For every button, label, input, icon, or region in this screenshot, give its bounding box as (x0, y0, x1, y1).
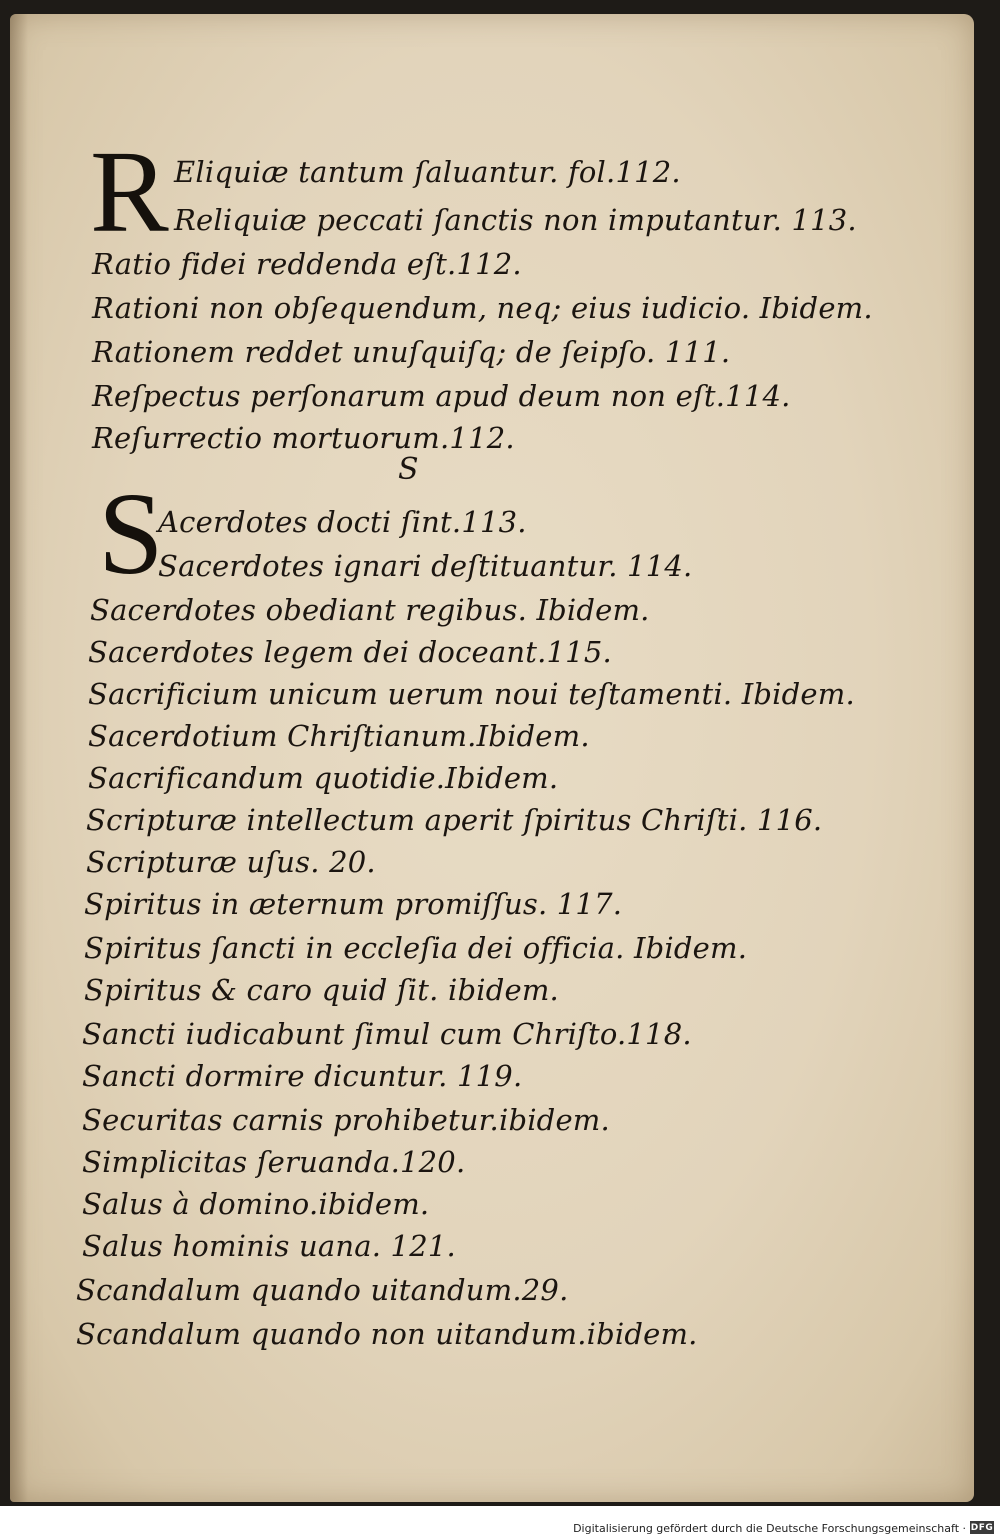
section-heading-s: S (398, 452, 419, 487)
index-entry: Sacrificium unicum uerum noui teſtamenti. Ibidem. (88, 677, 855, 711)
index-entry: Rationi non obſequendum, neq; eius iudicio. Ibidem. (92, 291, 873, 325)
index-entry: Reliquiæ peccati ſanctis non imputantur. 113. (174, 203, 857, 237)
index-entry: Scandalum quando uitandum.29. (76, 1273, 569, 1307)
index-entry: Sacerdotes legem dei doceant.115. (88, 635, 612, 669)
index-entry: Sacerdotes obediant regibus. Ibidem. (90, 593, 650, 627)
index-entry: Sacerdotes ignari deſtituantur. 114. (158, 549, 693, 583)
index-entry: Scandalum quando non uitandum.ibidem. (76, 1317, 698, 1351)
index-entry: Salus hominis uana. 121. (82, 1229, 456, 1263)
drop-capital-s: S (98, 468, 164, 599)
index-entry: Sancti dormire dicuntur. 119. (82, 1059, 523, 1093)
index-entry: Salus à domino.ibidem. (82, 1187, 430, 1221)
drop-capital-r: R (90, 126, 169, 257)
index-entry: Sacerdotium Chriſtianum.Ibidem. (88, 719, 590, 753)
index-entry: Spiritus ſancti in eccleſia dei officia. Ibidem. (84, 931, 748, 965)
digitization-credit: Digitalisierung gefördert durch die Deutsche Forschungsgemeinschaft · (573, 1522, 966, 1535)
index-entry: Scripturæ intellectum aperit ſpiritus Chriſti. 116. (86, 803, 823, 837)
index-entry: Simplicitas ſeruanda.120. (82, 1145, 466, 1179)
index-entry: Sancti iudicabunt ſimul cum Chriſto.118. (82, 1017, 692, 1051)
index-entry: Scripturæ uſus. 20. (86, 845, 376, 879)
index-entry: Reſurrectio mortuorum.112. (92, 421, 515, 455)
index-entry: Spiritus & caro quid ſit. ibidem. (84, 973, 559, 1007)
dfg-logo-icon: DFG (970, 1522, 994, 1533)
index-entry: Securitas carnis prohibetur.ibidem. (82, 1103, 610, 1137)
index-entry: Reſpectus perſonarum apud deum non eſt.114. (92, 379, 791, 413)
index-entry: Spiritus in æternum promiſſus. 117. (84, 887, 623, 921)
index-entry: Sacrificandum quotidie.Ibidem. (88, 761, 559, 795)
index-entry: Eliquiæ tantum ſaluantur. fol.112. (174, 155, 681, 189)
index-text-block (10, 14, 974, 1454)
index-entry: Rationem reddet unuſquiſq; de ſeipſo. 111. (92, 335, 731, 369)
index-entry: Ratio fidei reddenda eſt.112. (92, 247, 522, 281)
book-page (10, 14, 974, 1502)
index-entry: Acerdotes docti ſint.113. (158, 505, 527, 539)
